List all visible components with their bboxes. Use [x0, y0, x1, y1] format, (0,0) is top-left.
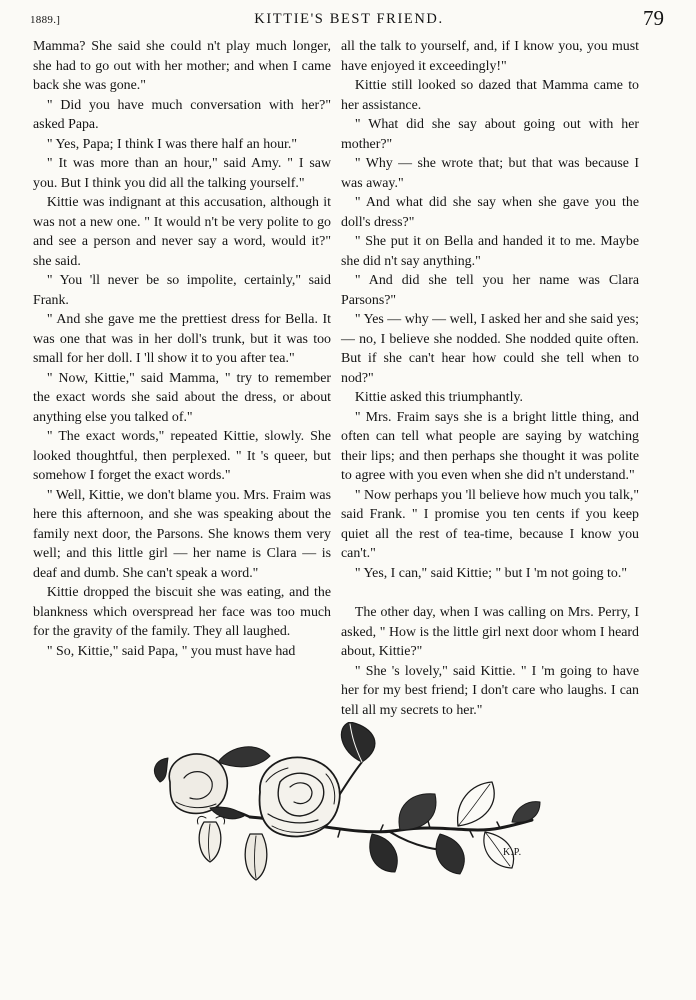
- paragraph: " It was more than an hour," said Amy. " I saw you. But I think you did all the talking yourself.": [33, 156, 331, 191]
- paragraph: " Yes — why — well, I asked her and she said yes; — no, I believe she nodded. She nodded quite often. But if she can't hear how could she tell when to nod?": [341, 312, 639, 386]
- paragraph: " She 's lovely," said Kittie. " I 'm going to have her for my best friend; I don't care who laughs. I can tell all my secrets to her.": [341, 663, 639, 718]
- paragraph: " What did she say about going out with her mother?": [341, 117, 639, 152]
- left-column: [33, 37, 331, 661]
- paragraph: " Now, Kittie," said Mamma, " try to remember the exact words she said about the dress, or about anything else you talked of.": [33, 370, 331, 425]
- paragraph: Kittie dropped the biscuit she was eating, and the blankness which overspread her face was too much for the gravity of the family. They all laughed.: [33, 585, 331, 639]
- paragraph: all the talk to yourself, and, if I know you, you must have enjoyed it exceedingly!": [341, 39, 639, 74]
- paragraph: The other day, when I was calling on Mrs. Perry, I asked, " How is the little girl next door whom I heard about, Kittie?": [341, 605, 639, 659]
- paragraph: Kittie was indignant at this accusation, although it was not a new one. " It would n't be very polite to go and see a person and never say a word, would it?" she said.: [33, 195, 331, 269]
- paragraph: " You 'll never be so impolite, certainly," said Frank.: [33, 273, 331, 308]
- paragraph: " Why — she wrote that; but that was because I was away.": [341, 156, 639, 191]
- paragraph: " Mrs. Fraim says she is a bright little thing, and often can tell what people are saying by watching their lips; and then perhaps she thought it was polite to agree with you even when she did n't understand.": [341, 409, 639, 483]
- paragraph: " So, Kittie," said Papa, " you must have had: [46, 643, 296, 659]
- paragraph: " Yes, Papa; I think I was there half an hour.": [46, 136, 298, 152]
- paragraph: " And what did she say when she gave you the doll's dress?": [341, 195, 639, 230]
- page-number: 79: [643, 6, 664, 30]
- paragraph: " Did you have much conversation with her?" asked Papa.: [33, 97, 331, 132]
- paragraph: " And did she tell you her name was Clara Parsons?": [341, 273, 639, 308]
- paragraph: " Yes, I can," said Kittie; " but I 'm not going to.": [354, 565, 628, 581]
- paragraph: " Now perhaps you 'll believe how much you talk," said Frank. " I promise you ten cents if you keep quiet all the rest of tea-time, because I know you can't.": [341, 487, 639, 561]
- paragraph: " The exact words," repeated Kittie, slowly. She looked thoughtful, then perplexed. " It 's queer, but somehow I forget the exact words.": [33, 429, 331, 483]
- illustration-signature: K.P.: [503, 847, 522, 858]
- paragraph: Kittie still looked so dazed that Mamma came to her assistance.: [341, 78, 639, 113]
- header-title: KITTIE'S BEST FRIEND.: [254, 11, 444, 27]
- paragraph: Kittie asked this triumphantly.: [354, 390, 523, 405]
- running-header: [30, 6, 668, 30]
- paragraph: " Well, Kittie, we don't blame you. Mrs. Fraim was here this afternoon, and she was speaking about the family next door, the Parsons. She knows them very well; and this little girl — her name is Clara — is deaf and dumb. She can't speak a word.": [33, 487, 331, 581]
- paragraph: " And she gave me the prettiest dress for Bella. It was one that was in her doll's trunk, but it was too small for her doll. I 'll show it to you after tea.": [33, 312, 331, 366]
- rose-branch-illustration: [140, 722, 560, 902]
- paragraph: " She put it on Bella and handed it to me. Maybe she did n't say anything.": [341, 234, 639, 269]
- paragraph: Mamma? She said she could n't play much longer, she had to go out with her mother; and when I came back she was gone.": [33, 39, 331, 93]
- right-column: [341, 37, 639, 720]
- header-year: 1889.]: [30, 14, 61, 26]
